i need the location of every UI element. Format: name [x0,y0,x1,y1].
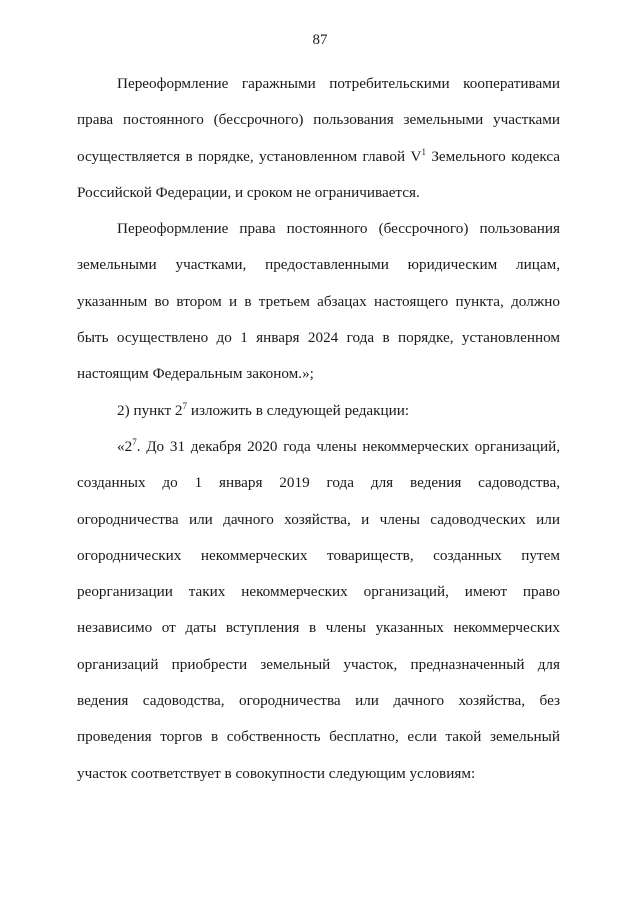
superscript: 1 [421,146,426,157]
paragraph-4: «$2^7$. До 31 декабря 2020 года члены некоммерческих организаций, созданных до 1 января 2019 года для ведения садоводства, огородничества или дачного хозяйства, и члены садоводческих или огороднических некоммерческих товариществ, созданных путем реорганизации таких некоммерческих организаций, имеют право независимо от даты вступления в члены указанных некоммерческих организаций приобрести земельный участок, предназначенный для ведения садоводства, огородничества или дачного хозяйства, без проведения торгов в собственность бесплатно, если такой земельный участок соответствует в совокупности следующим условиям: [77,436,560,782]
paragraph-3: 2) пункт $2^7$ изложить в следующей редакции: [117,400,410,419]
paragraph-2: Переоформление права постоянного (бессрочного) пользования земельными участками, предоставленными юридическим лицам, указанным во втором и в третьем абзацах настоящего пункта, должно быть осуществлено до 1 января 2024 года в порядке, установленном настоящим Федеральным законом.»; [77,220,560,383]
superscript: 7 [182,400,188,411]
document-body [77,66,560,792]
page-number: 87 [312,32,328,48]
superscript: 7 [132,436,137,447]
paragraph-1: Переоформление гаражными потребительскими кооперативами права постоянного (бессрочного) пользования земельными участками осуществляется в порядке, установленном главой $V^1$ Земельного кодекса Российской Федерации, и сроком не ограничивается. [77,75,560,201]
